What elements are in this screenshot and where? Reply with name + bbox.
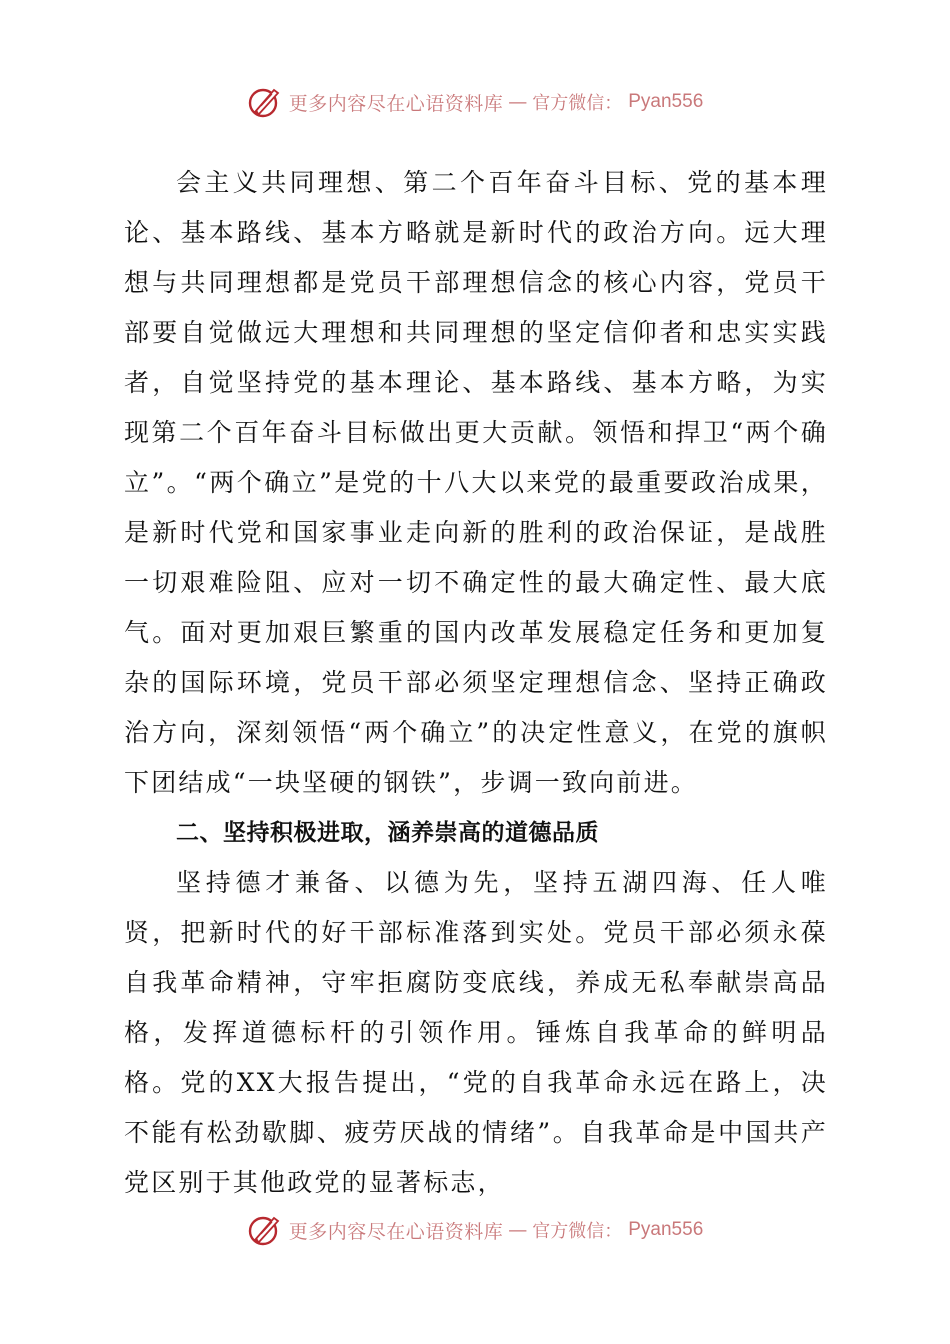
- banner-wechat-label: 官方微信：: [532, 1221, 623, 1242]
- banner-text: 更多内容尽在心语资料库: [288, 92, 504, 115]
- body-paragraph: 会主义共同理想、第二个百年奋斗目标、党的基本理论、基本路线、基本方略就是新时代的政治方向。远大理想与共同理想都是党员干部理想信念的核心内容，党员干部要自觉做远大理想和共同理想的坚定信仰者和忠实实践者，自觉坚持党的基本理论、基本路线、基本方略，为实现第二个百年奋斗目标做出更大贡献。领悟和捍卫“两个确立”。“两个确立”是党的十八大以来党的最重要政治成果，是新时代党和国家事业走向新的胜利的政治保证，是战胜一切艰难险阻、应对一切不确定性的最大确定性、最大底气。面对更加艰巨繁重的国内改革发展稳定任务和更加复杂的国际环境，党员干部必须坚定理想信念、坚持正确政治方向，深刻领悟“两个确立”的决定性意义，在党的旗帜下团结成“一块坚硬的钢铁”，步调一致向前进。: [124, 168, 828, 797]
- banner-wechat-id: Pyan556: [628, 1219, 704, 1240]
- document-body: [124, 158, 828, 1208]
- pen-logo-icon: [247, 84, 283, 120]
- section-heading: 二、坚持积极进取，涵养崇高的道德品质: [176, 820, 599, 846]
- pen-logo-icon: [247, 1212, 283, 1248]
- banner-dash: —: [508, 91, 528, 113]
- banner-dash: —: [508, 1219, 528, 1241]
- banner-wechat-label: 官方微信：: [532, 93, 623, 114]
- header-banner: [0, 80, 950, 124]
- banner-wechat-id: Pyan556: [628, 91, 704, 112]
- body-paragraph: 坚持德才兼备、以德为先，坚持五湖四海、任人唯贤，把新时代的好干部标准落到实处。党员干部必须永葆自我革命精神，守牢拒腐防变底线，养成无私奉献崇高品格，发挥道德标杆的引领作用。锤炼自我革命的鲜明品格。党的XX大报告提出，“党的自我革命永远在路上，决不能有松劲歇脚、疲劳厌战的情绪”。自我革命是中国共产党区别于其他政党的显著标志，: [124, 868, 828, 1197]
- banner-text: 更多内容尽在心语资料库: [288, 1220, 504, 1243]
- footer-banner: [0, 1208, 950, 1252]
